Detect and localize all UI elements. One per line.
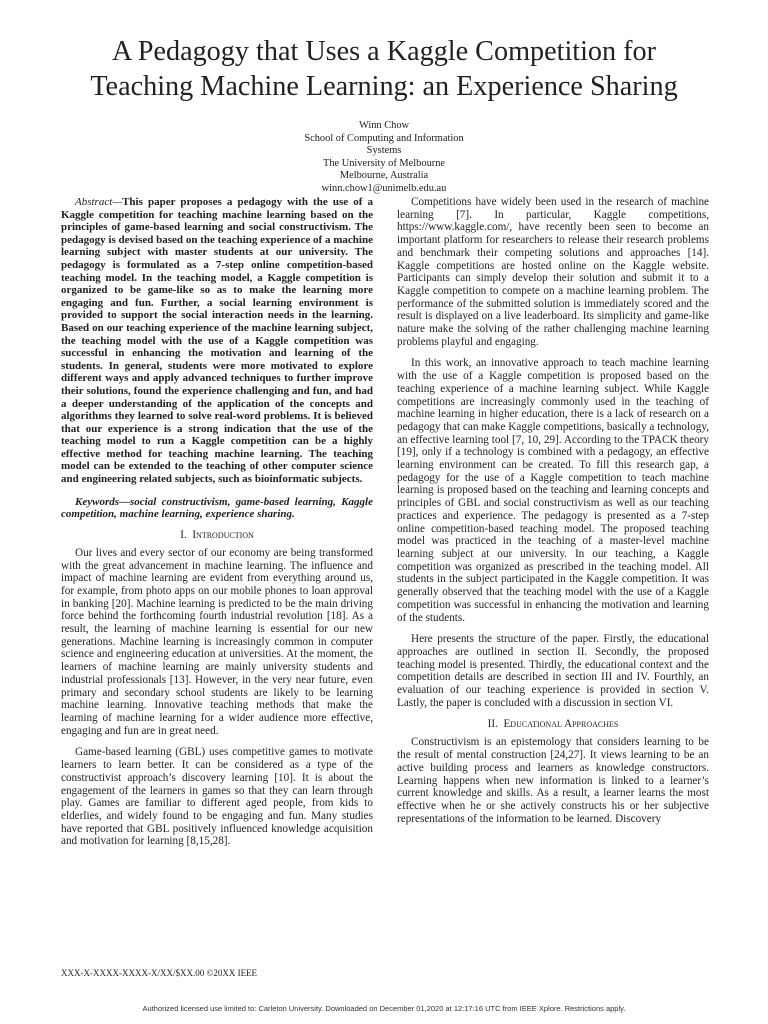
keywords: Keywords—social constructivism, game-based learning, Kaggle competition, machine learning, experience sharing. bbox=[61, 495, 373, 521]
abstract-label: Abstract— bbox=[75, 196, 123, 208]
section-title: Educational Approaches bbox=[503, 718, 619, 731]
abstract-text: This paper proposes a pedagogy with the use of a Kaggle competition for teaching machine learning based on the principles of game-based learning and social constructivism. The pedagogy is devised based on the teaching experience of a machine learning subject with master students at our university. The pedagogy is formulated as a 7-step online competition-based teaching model. In the teaching model, a Kaggle competition is organized to be game-like so as to make the learning more engaging and fun. Further, a social learning environment is provided to support the social interaction needs in the learning. Based on our teaching experience of the machine learning subject, the teaching model with the use of a Kaggle competition was successful in enhancing the motivation and learning of the students. In general, students were more motivated to explore different ways and apply advanced techniques to further improve their solutions, found the experience challenging and fun, and had a deeper understanding of the application of the concepts and algorithms they learned to solve real-word problems. It is believed that our experience is a strong indication that the use of the teaching model to run a Kaggle competition can be a highly effective method for teaching machine learning. The teaching model can be extended to the teaching of other computer science and engineering related subjects, such as bioinformatic subjects. bbox=[61, 196, 373, 486]
author-dept-line-2: Systems bbox=[366, 145, 402, 156]
body-paragraph-1: Competitions have widely been used in the research of machine learning [7]. In particular, Kaggle competitions, https://www.kaggle.com/, have recently been seen to become an important platform for researchers to release their research problems and benchmark their competing solutions and approaches [14]. Kaggle competitions are hosted online on the Kaggle website. Participants can simply develop their solution and submit it to a Kaggle competition to compete on a machine learning problem. The performance of the submitted solution is immediately scored and the result is displayed on a live leaderboard. Its simplicity and game-like nature make the solving of the rather challenging machine learning problems playful and engaging. bbox=[397, 196, 709, 348]
body-paragraph-3: Here presents the structure of the paper. Firstly, the educational approaches are outlined in section II. Secondly, the proposed teaching model is presented. Thirdly, the educational context and the competition details are described in section III and IV. Fourthly, an evaluation of our teaching experience is provided in section V. Lastly, the paper is concluded with a discussion in section VI. bbox=[397, 633, 709, 709]
author-name: Winn Chow bbox=[358, 120, 410, 131]
section-number: I. bbox=[180, 528, 187, 541]
author-university: The University of Melbourne bbox=[322, 157, 446, 169]
author-location: Melbourne, Australia bbox=[339, 170, 429, 181]
body-paragraph-2: In this work, an innovative approach to teach machine learning with the use of a Kaggle competition is proposed based on the teaching experience of a machine learning subject. While Kaggle competitions are increasingly commonly used in the teaching of machine learning in higher education, there is a lack of research on a pedagogy that can make Kaggle competitions, basically a technology, an effective learning tool [7, 10, 29]. According to the TPACK theory [19], only if a technology is combined with a pedagogy, an effective learning environment can be created. To fill this research gap, a pedagogy for the use of a Kaggle competition to teach machine learning is proposed based on the teaching and learning concepts and principles of GBL and social constructivism as well as our teaching practices and experience. The pedagogy is presented as a 7-step online competition-based teaching model. The proposed teaching model was practiced in the teaching of a master-level machine learning subject at our university. In our teaching, a Kaggle competition was organized as prescribed in the teaching model. All students in the subject participated in the Kaggle competition. It was generally observed that the teaching model with the use of a Kaggle competition was successful in enhancing the motivation and learning of the students. bbox=[397, 357, 709, 624]
intro-paragraph-2: Game-based learning (GBL) uses competitive games to motivate learners to learn better. It can be considered as a type of the constructivist approach’s discovery learning [10]. It is about the engagement of the learners in games so that they can learn through play. Games are familiar to different aged people, from kids to elderlies, and widely found to be engaging and fun. Many studies have reported that GBL positively influenced knowledge acquisition and motivation for learning [8,15,28]. bbox=[61, 746, 373, 848]
section-title: Introduction bbox=[192, 528, 254, 541]
section-number: II. bbox=[487, 718, 498, 731]
author-block bbox=[184, 120, 584, 195]
paper-title bbox=[30, 34, 738, 104]
section-heading-introduction bbox=[61, 529, 373, 541]
license-footer: Authorized licensed use limited to: Carleton University. Downloaded on December 01,2020 at 12:17:16 UTC from IEEE Xplore. Restrictions apply. bbox=[142, 1004, 626, 1013]
abstract bbox=[61, 196, 373, 486]
author-email: winn.chow1@unimelb.edu.au bbox=[321, 182, 447, 194]
section2-paragraph-1: Constructivism is an epistemology that considers learning to be the result of mental construction [24,27]. It views learning to be an active building process and learners as knowledge constructors. Learning happens when new information is linked to a learner’s current knowledge and skills. As a result, a learner learns the most effective when he or she actively constructs his or her subjective representations of the information to be learned. Discovery bbox=[397, 736, 709, 825]
copyright-footer: XXX-X-XXXX-XXXX-X/XX/$XX.00 ©20XX IEEE bbox=[61, 968, 258, 978]
intro-paragraph-1: Our lives and every sector of our economy are being transformed with the great advancement in machine learning. The influence and impact of machine learning are evident from everything around us, for example, from photo apps on our mobile phones to loan approval in banking [20]. Machine learning is predicted to be the main driving force behind the forthcoming fourth industrial revolution [18]. As a result, the learning of machine learning is essential for our new generations. Machine learning is increasingly common in computer science and engineering education at universities. At the moment, the learners of machine learning are mainly university students and industrial professionals [13]. However, in the very near future, even primary and secondary school students are likely to be learning machine learning. Innovative teaching methods that make the learning of machine learning for a wider audience more effective, engaging and fun are in great need. bbox=[61, 546, 373, 737]
title-line-1: A Pedagogy that Uses a Kaggle Competition for bbox=[111, 36, 657, 67]
section-heading-educational-approaches bbox=[397, 718, 709, 730]
right-column bbox=[397, 196, 709, 834]
left-column bbox=[61, 196, 373, 857]
author-dept-line-1: School of Computing and Information bbox=[304, 132, 464, 144]
title-line-2: Teaching Machine Learning: an Experience Sharing bbox=[90, 71, 678, 102]
